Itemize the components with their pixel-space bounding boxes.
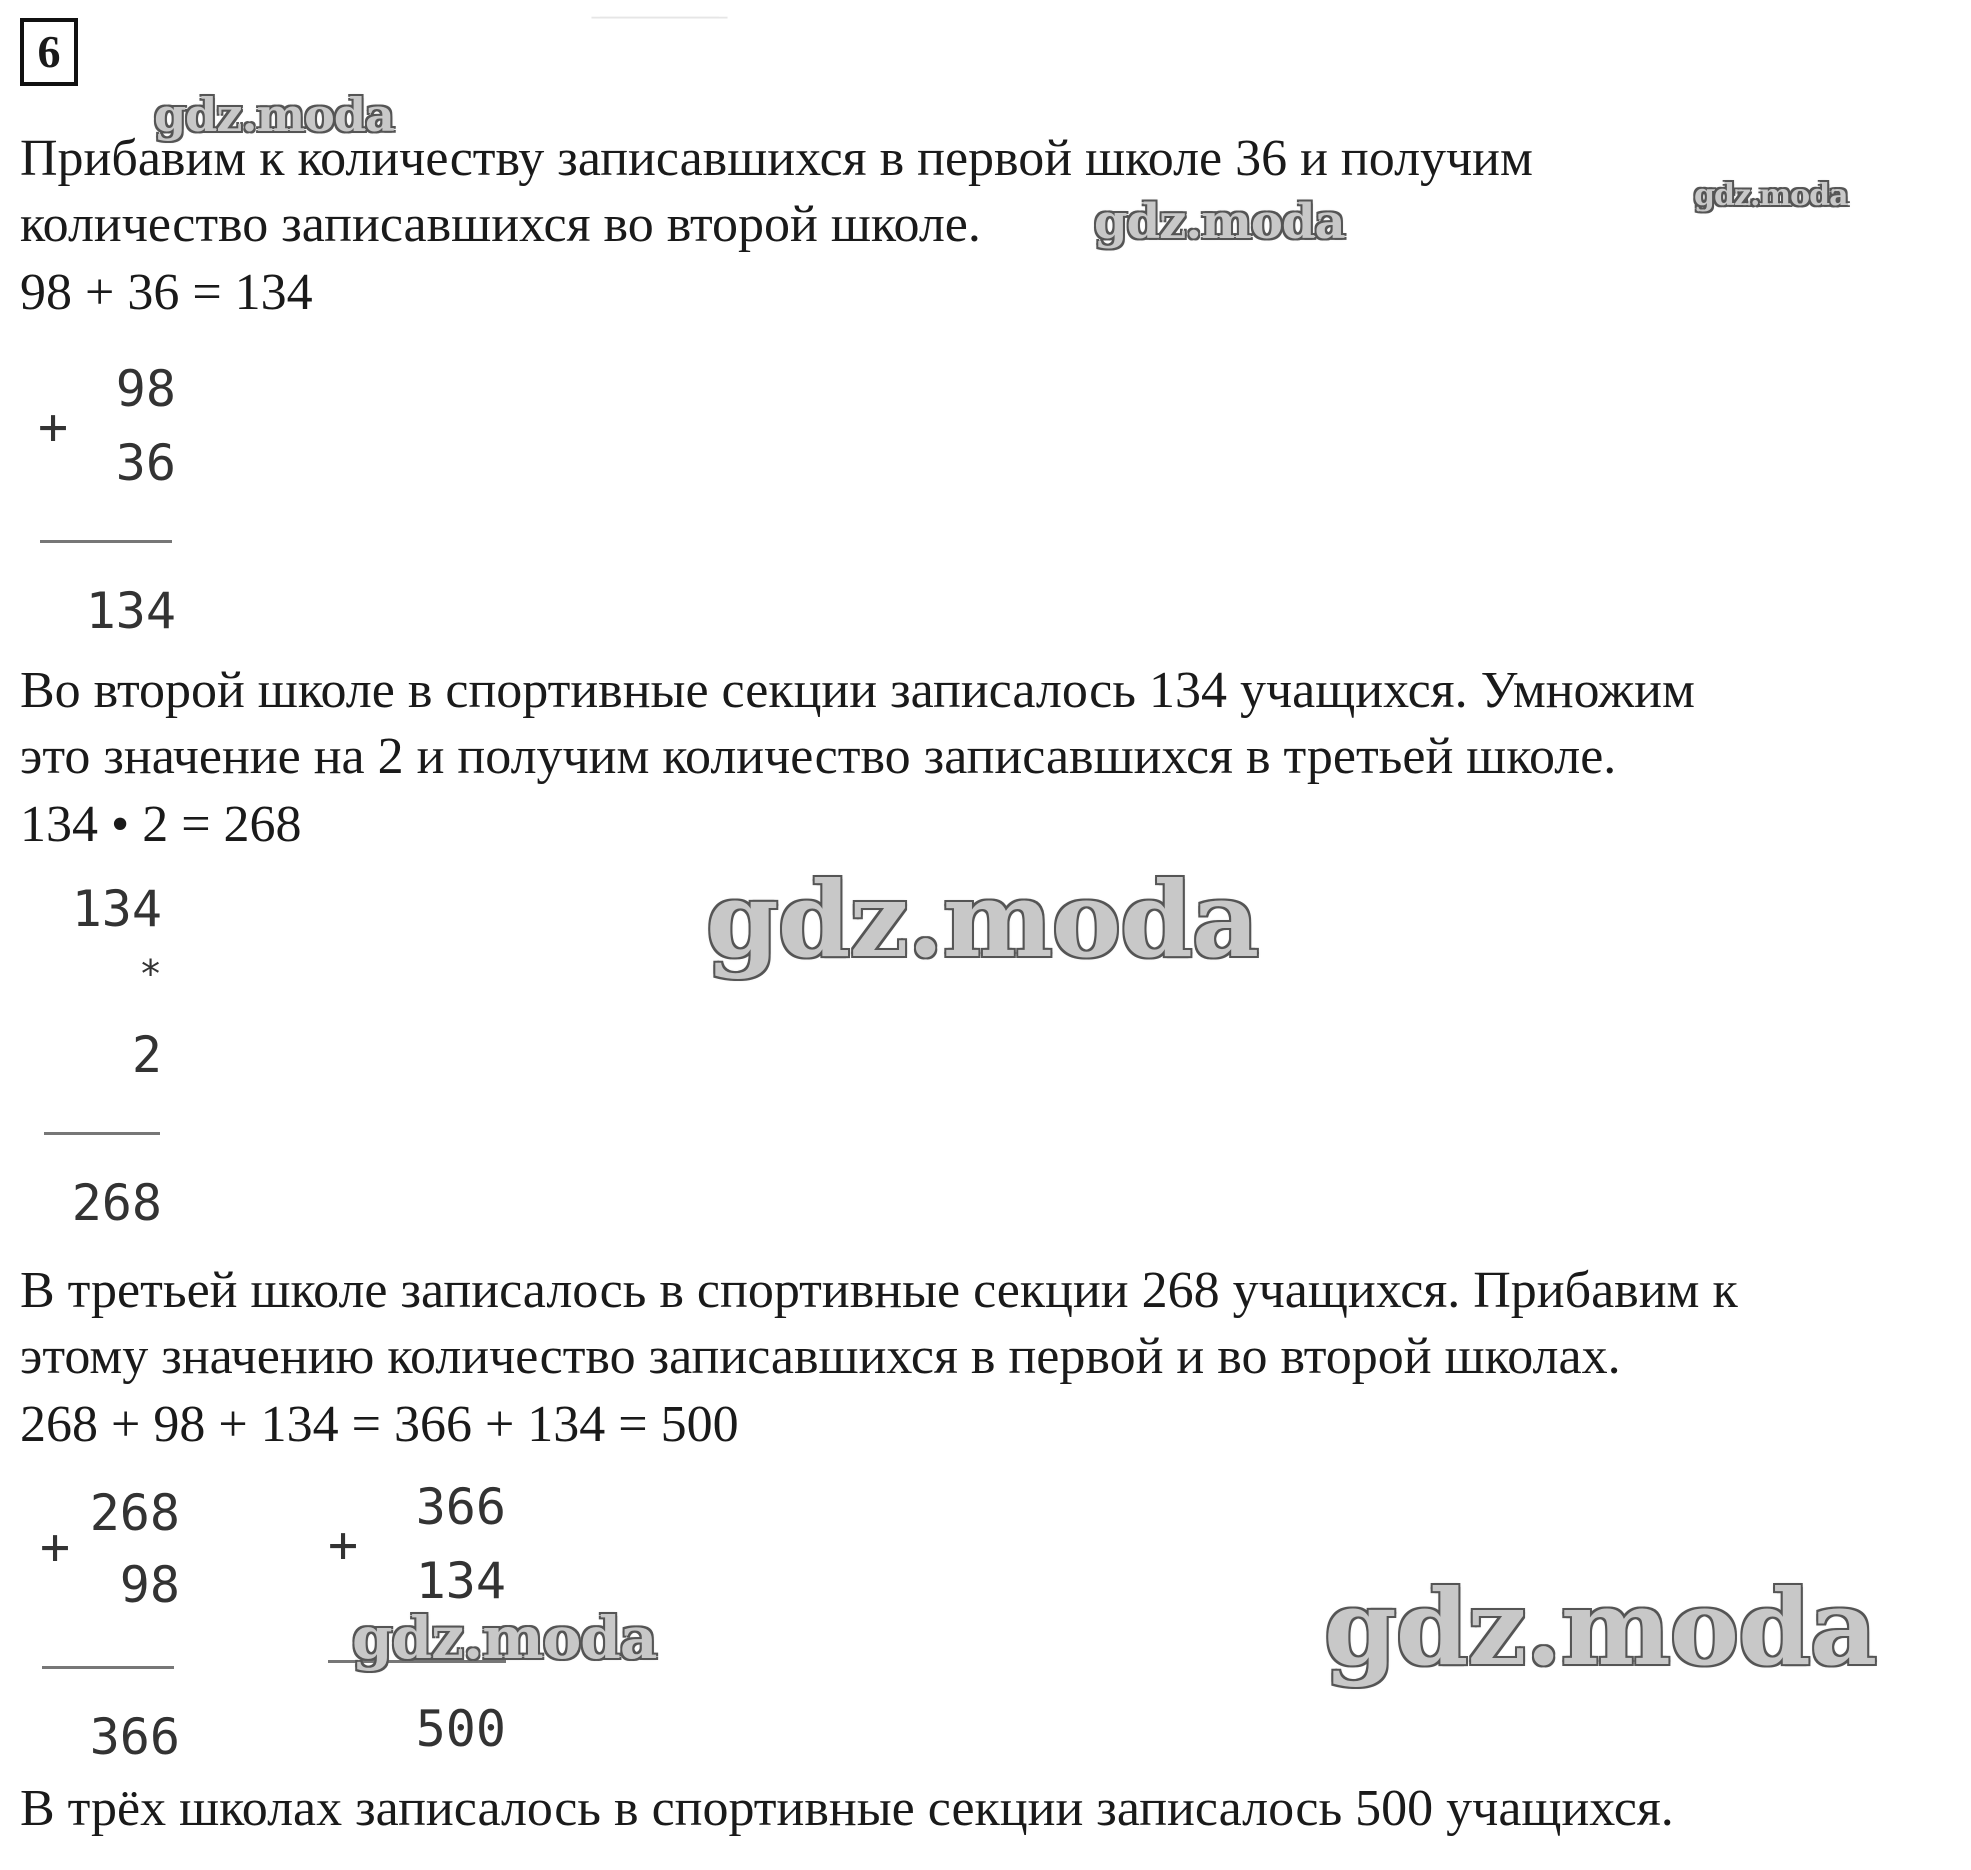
calc-bottom-operand: 98 [119, 1556, 180, 1614]
calc-bottom-operand: 134 [415, 1552, 506, 1610]
equation-line: 98 + 36 = 134 [20, 264, 313, 321]
calc-result: 134 [85, 582, 176, 640]
bleed-through-text: ̶ ̶ ̶ ̶ ̶ ̶ ̶ ̶ ̶ ̶ ̶ ̶ ̶ ̶ ̶ [600, 0, 719, 37]
equation-line: 268 + 98 + 134 = 366 + 134 = 500 [20, 1396, 739, 1453]
calc-result: 268 [71, 1174, 162, 1232]
equation-line: 134 • 2 = 268 [20, 796, 302, 853]
calc-top-operand: 134 [71, 880, 162, 938]
paragraph-line: это значение на 2 и получим количество записавшихся в третьей школе. [20, 728, 1617, 785]
paragraph-line: В трёх школах записалось в спортивные секции записалось 500 учащихся. [20, 1780, 1674, 1837]
watermark-logo: gdz.moda [1694, 178, 1848, 213]
calc-operator: + [38, 398, 69, 456]
watermark-logo: gdz.moda [1094, 194, 1345, 250]
calc-top-operand: 268 [89, 1484, 180, 1542]
watermark-logo: gdz.moda [1324, 1566, 1877, 1689]
calc-operator: + [328, 1516, 359, 1574]
watermark-logo: gdz.moda [154, 88, 394, 142]
calc-divider-line [42, 1666, 174, 1669]
calc-operator: * [139, 952, 162, 996]
paragraph-line: Прибавим к количеству записавшихся в первой школе 36 и получим [20, 130, 1533, 187]
calc-bottom-operand: 36 [115, 434, 176, 492]
paragraph-line: количество записавшихся во второй школе. [20, 196, 981, 253]
watermark-logo: gdz.moda [352, 1604, 657, 1672]
calc-top-operand: 98 [115, 360, 176, 418]
task-number-box: 6 [20, 18, 78, 86]
calc-divider-line [40, 540, 172, 543]
calc-result: 500 [415, 1700, 506, 1758]
paragraph-line: этому значению количество записавшихся в первой и во второй школах. [20, 1328, 1621, 1385]
calc-top-operand: 366 [415, 1478, 506, 1536]
paragraph-line: Во второй школе в спортивные секции записалось 134 учащихся. Умножим [20, 662, 1695, 719]
calc-operator: + [40, 1518, 71, 1576]
watermark-logo: gdz.moda [706, 858, 1259, 981]
paragraph-line: В третьей школе записалось в спортивные секции 268 учащихся. Прибавим к [20, 1262, 1738, 1319]
calc-result: 366 [89, 1708, 180, 1766]
calc-divider-line [44, 1132, 160, 1135]
calc-bottom-operand: 2 [131, 1026, 162, 1084]
